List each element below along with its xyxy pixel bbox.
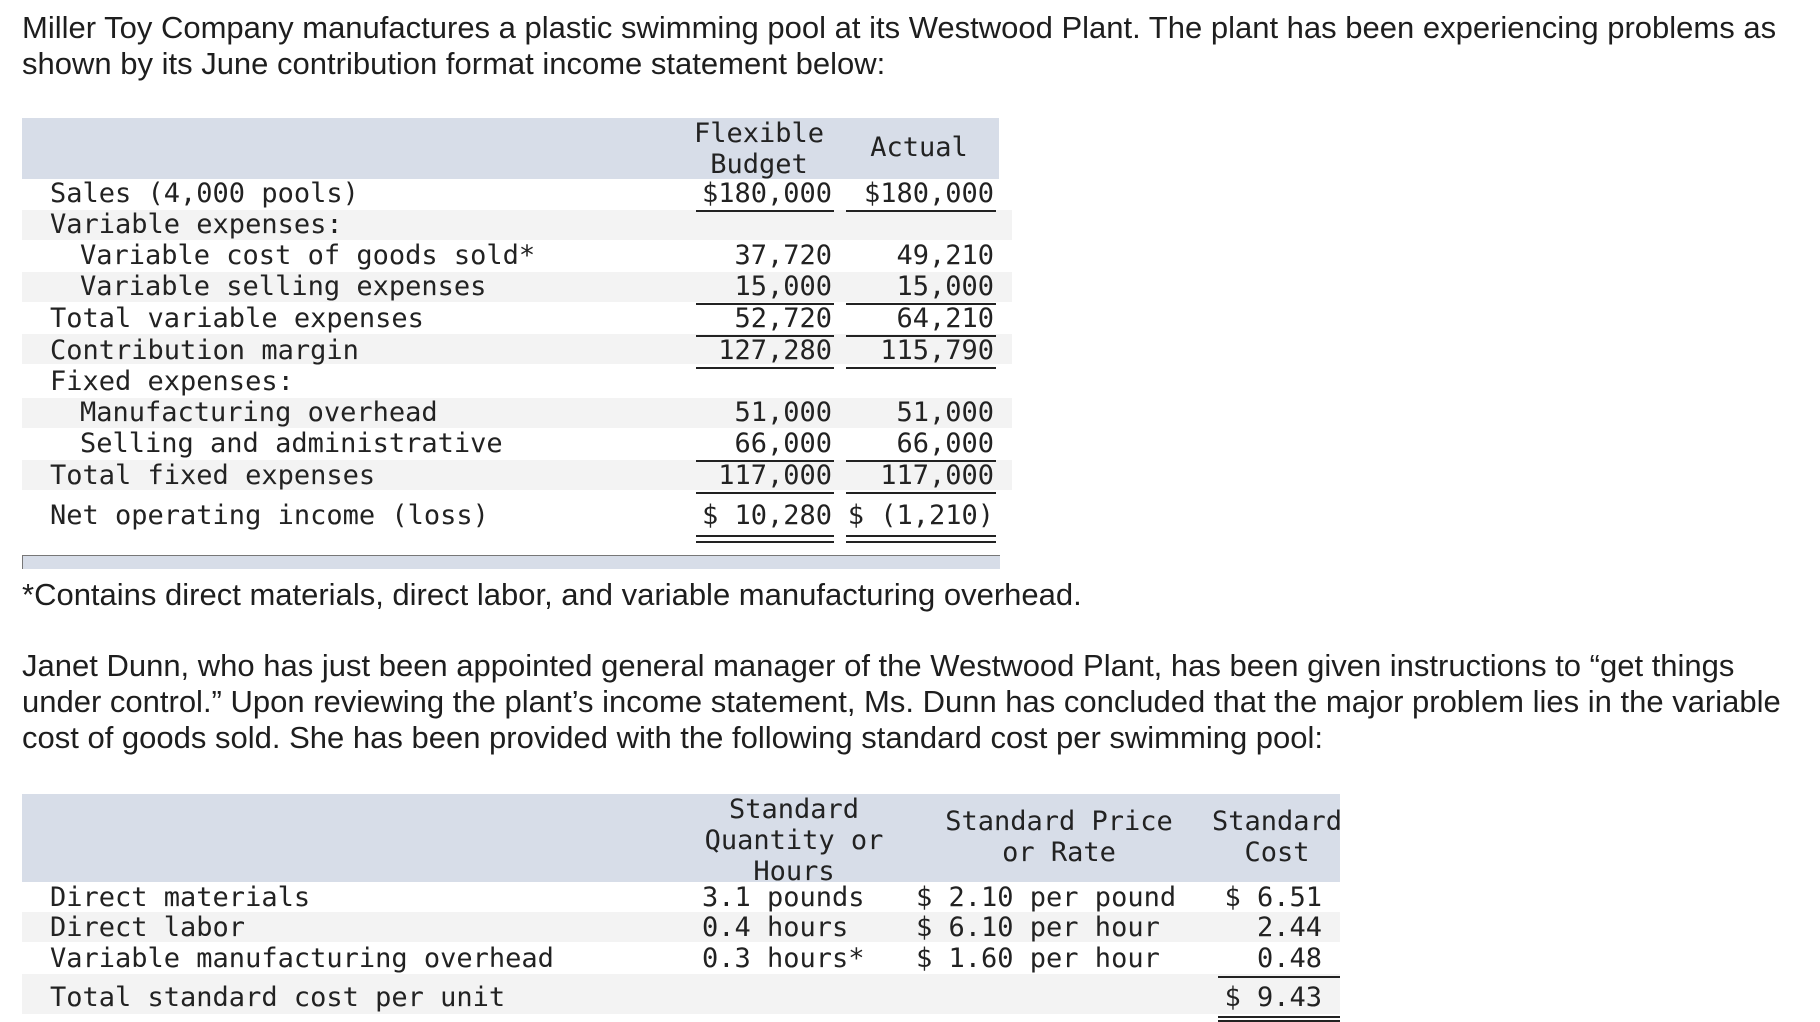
actual-variable-selling: 15,000	[896, 271, 994, 302]
row-label-vcogs: Variable cost of goods sold*	[80, 240, 536, 271]
row-label-variable-mfg-overhead: Variable manufacturing overhead	[50, 943, 554, 974]
price-direct-materials: $ 2.10 per pound	[916, 882, 1177, 913]
row-label-direct-labor: Direct labor	[50, 912, 246, 943]
row-label-variable-selling: Variable selling expenses	[80, 271, 487, 302]
cost-variable-mfg-overhead: 0.48	[1256, 943, 1322, 974]
row-label-direct-materials: Direct materials	[50, 882, 311, 913]
footnote: *Contains direct materials, direct labor, and variable manufacturing overhead.	[22, 577, 1082, 612]
flex-net-operating-income: $ 10,280	[701, 500, 832, 531]
flex-selling-admin: 66,000	[734, 428, 832, 459]
actual-vcogs: 49,210	[896, 240, 994, 271]
qty-variable-mfg-overhead: 0.3 hours*	[702, 943, 865, 974]
flex-vcogs: 37,720	[734, 240, 832, 271]
row-label-fixed-expenses: Fixed expenses:	[50, 366, 294, 397]
row-label-selling-admin: Selling and administrative	[80, 428, 503, 459]
col-header-actual: Actual	[870, 132, 968, 163]
actual-manufacturing-overhead: 51,000	[896, 397, 994, 428]
qty-direct-materials: 3.1 pounds	[702, 882, 865, 913]
actual-total-fixed: 117,000	[880, 460, 994, 491]
price-direct-labor: $ 6.10 per hour	[916, 912, 1160, 943]
row-label-sales: Sales (4,000 pools)	[50, 178, 359, 209]
flex-total-fixed: 117,000	[718, 460, 832, 491]
row-label-manufacturing-overhead: Manufacturing overhead	[80, 397, 438, 428]
price-variable-mfg-overhead: $ 1.60 per hour	[916, 943, 1160, 974]
cost-direct-materials: $ 6.51	[1224, 882, 1322, 913]
cost-total-standard: $ 9.43	[1224, 982, 1322, 1013]
row-label-total-variable: Total variable expenses	[50, 303, 424, 334]
dunn-paragraph: Janet Dunn, who has just been appointed general manager of the Westwood Plant, has been given instructions to “get things under control.” Upon reviewing the plant’s income statement, Ms. Dunn has concluded that the major problem lies in the variable cost of goods sold. She has been provided with the following standard cost per swimming pool:	[22, 648, 1781, 755]
qty-direct-labor: 0.4 hours	[702, 912, 849, 943]
col-header-flexible-budget: Flexible Budget	[694, 118, 825, 180]
table-footer-band	[22, 555, 1000, 569]
row-label-contribution-margin: Contribution margin	[50, 335, 359, 366]
income-statement-table	[22, 118, 1012, 570]
cost-direct-labor: 2.44	[1256, 912, 1322, 943]
intro-paragraph: Miller Toy Company manufactures a plastic swimming pool at its Westwood Plant. The plant has been experiencing problems as shown by its June contribution format income statement below:	[22, 10, 1777, 81]
flex-sales: $180,000	[701, 178, 832, 209]
row-label-net-operating-income: Net operating income (loss)	[50, 500, 489, 531]
flex-total-variable: 52,720	[734, 303, 832, 334]
actual-selling-admin: 66,000	[896, 428, 994, 459]
actual-contribution-margin: 115,790	[880, 335, 994, 366]
col-header-standard-quantity: Standard Quantity or Hours	[704, 794, 884, 887]
standard-cost-table	[22, 794, 1342, 1020]
row-label-variable-expenses: Variable expenses:	[50, 209, 343, 240]
col-header-standard-price: Standard Price or Rate	[945, 806, 1173, 868]
flex-variable-selling: 15,000	[734, 271, 832, 302]
row-label-total-standard-cost: Total standard cost per unit	[50, 982, 506, 1013]
row-label-total-fixed: Total fixed expenses	[50, 460, 376, 491]
flex-manufacturing-overhead: 51,000	[734, 397, 832, 428]
actual-net-operating-income: $ (1,210)	[847, 500, 994, 531]
flex-contribution-margin: 127,280	[718, 335, 832, 366]
actual-sales: $180,000	[863, 178, 994, 209]
col-header-standard-cost: Standard Cost	[1212, 806, 1343, 868]
actual-total-variable: 64,210	[896, 303, 994, 334]
